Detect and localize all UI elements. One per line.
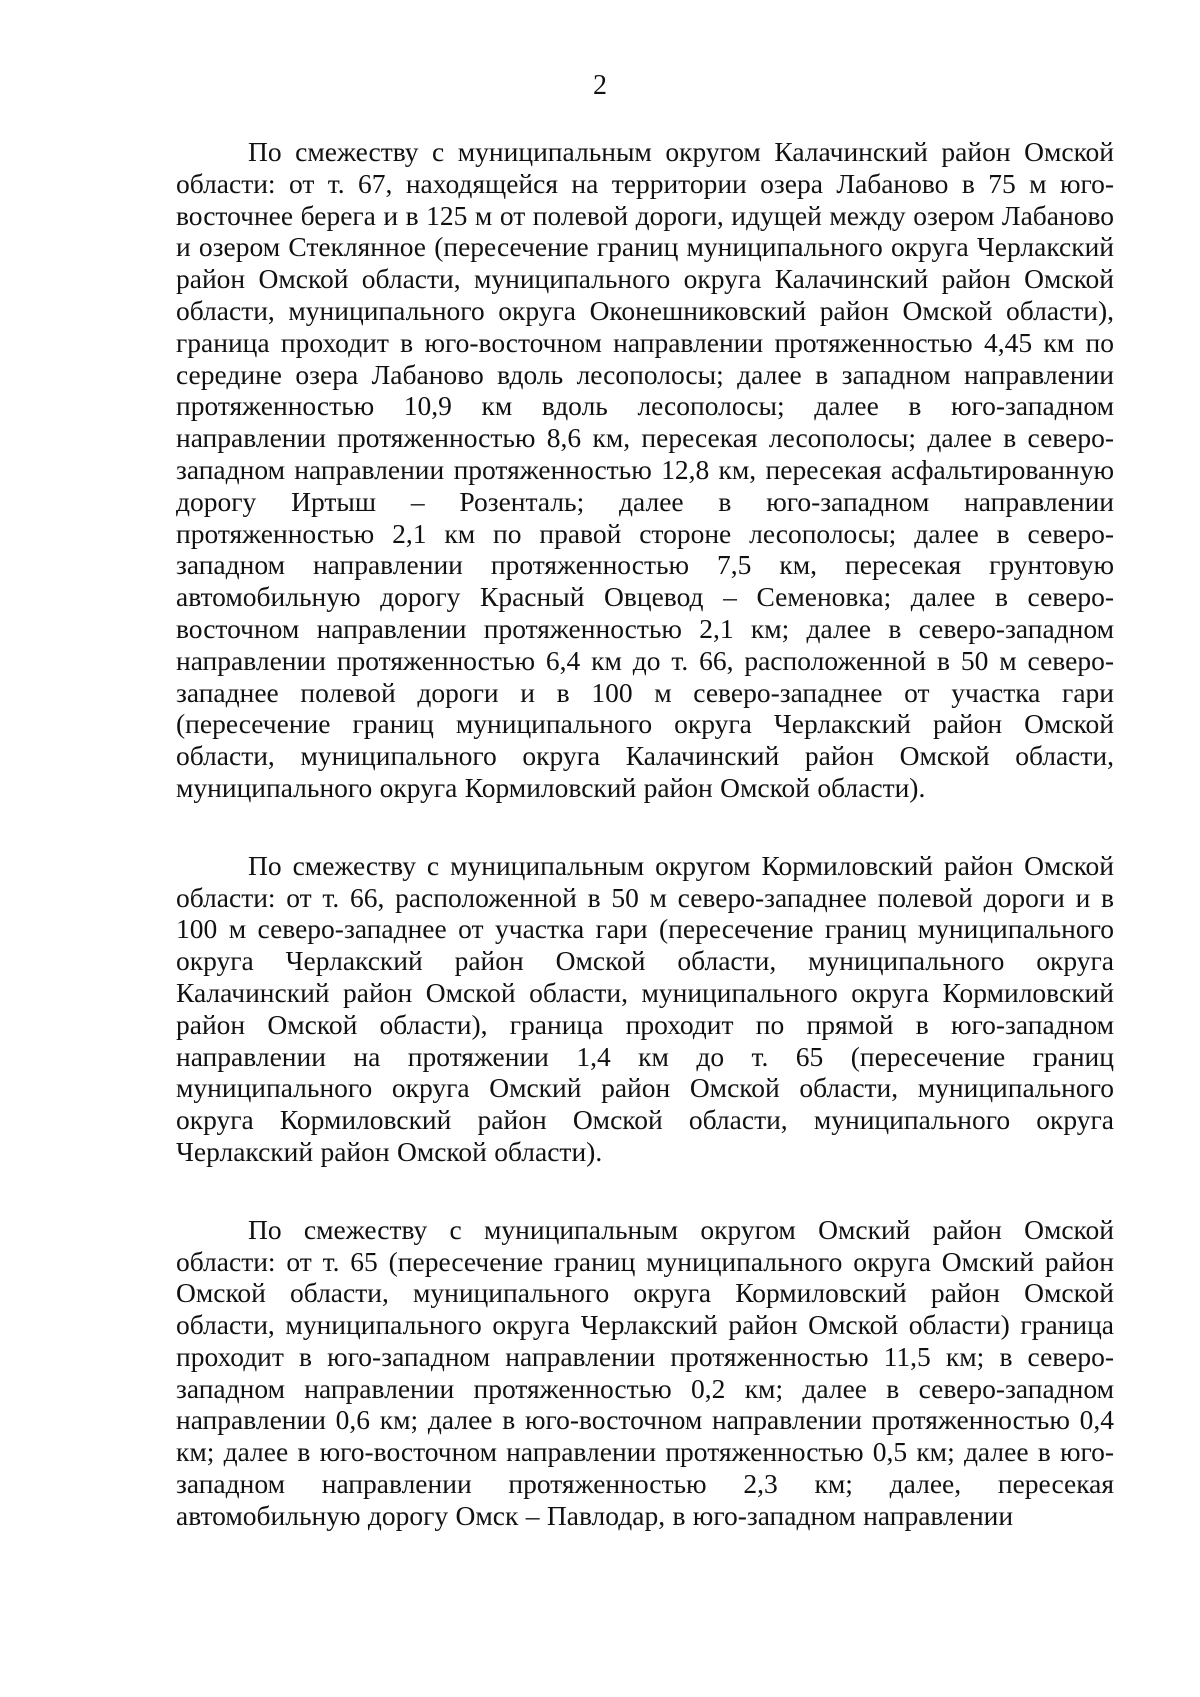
paragraph-omsky-border: По смежеству с муниципальным округом Омский район Омской области: от т. 65 (пересечение границ муниципального округа Омский район Омской области, муниципального округа Кормиловский район Омской области, муниципального округа Черлакский район Омской области) граница проходит в юго-западном направлении протяженностью 11,5 км; в северо-западном направлении протяженностью 0,2 км; далее в северо-западном направлении 0,6 км; далее в юго-восточном направлении протяженностью 0,4 км; далее в юго-восточном направлении протяженностью 0,5 км; далее в юго-западном направлении протяженностью 2,3 км; далее, пересекая автомобильную дорогу Омск – Павлодар, в юго-западном направлении: [176, 1213, 1114, 1531]
document-body: [176, 136, 1114, 1532]
paragraph-kalachinsky-border: По смежеству с муниципальным округом Калачинский район Омской области: от т. 67, находящейся на территории озера Лабаново в 75 м юго-восточнее берега и в 125 м от полевой дороги, идущей между озером Лабаново и озером Стеклянное (пересечение границ муниципального округа Черлакский район Омской области, муниципального округа Калачинский район Омской области, муниципального округа Оконешниковский район Омской области), граница проходит в юго-восточном направлении протяженностью 4,45 км по середине озера Лабаново вдоль лесополосы; далее в западном направлении протяженностью 10,9 км вдоль лесополосы; далее в юго-западном направлении протяженностью 8,6 км, пересекая лесополосы; далее в северо-западном направлении протяженностью 12,8 км, пересекая асфальтированную дорогу Иртыш – Розенталь; далее в юго-западном направлении протяженностью 2,1 км по правой стороне лесополосы; далее в северо-западном направлении протяженностью 7,5 км, пересекая грунтовую автомобильную дорогу Красный Овцевод – Семеновка; далее в северо-восточном направлении протяженностью 2,1 км; далее в северо-западном направлении протяженностью 6,4 км до т. 66, расположенной в 50 м северо-западнее полевой дороги и в 100 м северо-западнее от участка гари (пересечение границ муниципального округа Черлакский район Омской области, муниципального округа Калачинский район Омской области, муниципального округа Кормиловский район Омской области).: [176, 136, 1114, 803]
page-number: 2: [593, 70, 607, 101]
paragraph-kormilovsky-border: По смежеству с муниципальным округом Кормиловский район Омской области: от т. 66, расположенной в 50 м северо-западнее полевой дороги и в 100 м северо-западнее от участка гари (пересечение границ муниципального округа Черлакский район Омской области, муниципального округа Калачинский район Омской области, муниципального округа Кормиловский район Омской области), граница проходит по прямой в юго-западном направлении на протяжении 1,4 км до т. 65 (пересечение границ муниципального округа Омский район Омской области, муниципального округа Кормиловский район Омской области, муниципального округа Черлакский район Омской области).: [176, 849, 1114, 1167]
